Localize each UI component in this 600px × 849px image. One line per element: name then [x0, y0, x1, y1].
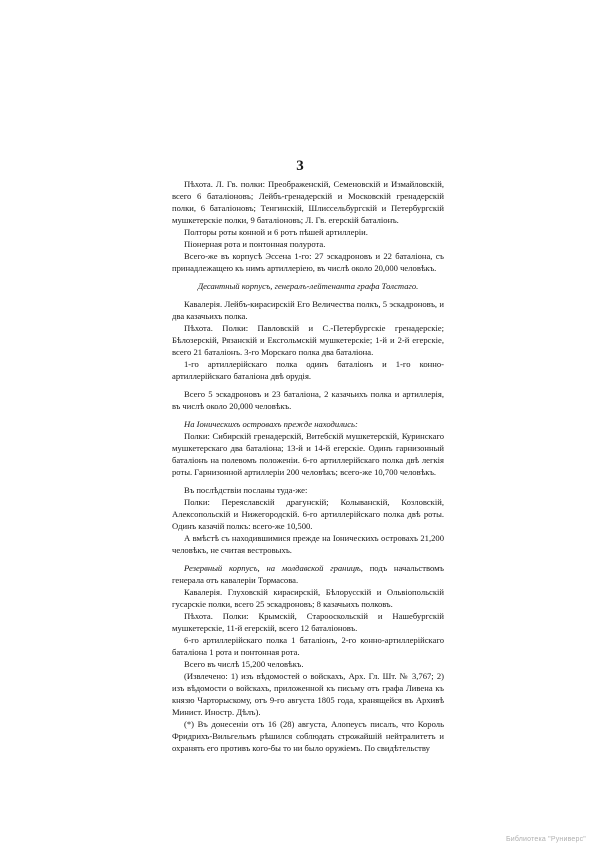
paragraph-footnote: (*) Въ донесеніи отъ 16 (28) августа, Алопеусъ писалъ, что Король Фридрихъ-Вильгельмъ рѣшился соблюдать строжайшій нейтралитетъ и охранять его противъ кого-бы то ни было оружіемъ. По свидѣтельству — [172, 719, 444, 753]
library-watermark: Библиотека "Руниверс" — [505, 836, 586, 843]
paragraph-later-sent: Въ послѣдствіи посланы туда-же: — [184, 485, 308, 495]
heading-reserve-italic: Резервный корпусъ, на молдавской границѣ, — [184, 563, 363, 573]
paragraph-landing-artillery: 1-го артиллерійскаго полка одинъ баталіонъ и 1-го конно-артиллерійскаго баталіона двѣ орудія. — [172, 359, 444, 381]
paragraph-ionian-regiments: Полки: Сибирскій гренадерскій, Витебскій мушкетерскій, Куринскаго мушкетерскаго два баталіона; 13-й и 14-й егерскіе. Одинъ гарнизонный баталіонъ на полевомъ положеніи. 6-го артиллерійскаго полка двѣ легкія роты. Гарнизонной артиллеріи 200 человѣкъ; всего-же 10,700 человѣкъ. — [172, 431, 444, 477]
paragraph-landing-cavalry: Кавалерія. Лейбъ-кирасирскій Его Величества полкъ, 5 эскадроновъ, и два казачьихъ полка. — [172, 299, 444, 321]
paragraph-artillery-companies: Полторы роты конной и 6 ротъ пѣшей артиллеріи. — [184, 227, 368, 237]
paragraph-essen-total: Всего-же въ корпусѣ Эссена 1-го: 27 эскадроновъ и 22 баталіона, съ принадлежащею къ нимъ артиллеріею, въ числѣ около 20,000 человѣкъ. — [172, 251, 444, 273]
heading-reserve-corps — [172, 562, 444, 586]
heading-ionian-islands: На Іоническихъ островахъ прежде находились: — [184, 419, 358, 429]
paragraph-reserve-artillery: 6-го артиллерійскаго полка 1 баталіонъ, 2-го конно-артиллерійскаго баталіона 1 рота и понтонная рота. — [172, 635, 444, 657]
paragraph-later-regiments: Полки: Переяславскій драгунскій; Колыванскій, Козловскій, Алексопольскій и Нижегородскій. 6-го артиллерійскаго полка двѣ роты. Одинъ казачій полкъ: всего-же 10,500. — [172, 497, 444, 531]
heading-reserve-roman: подъ начальствомъ генерала отъ кавалеріи Тормасова. — [172, 563, 444, 585]
paragraph-landing-infantry: Пѣхота. Полки: Павловскій и С.-Петербургскіе гренадерскіе; Бѣлозерскій, Рязанскій и Ексгольмскій мушкетерскіе; 1-й и 2-й егерскіе, всего 21 баталіонъ. 3-го Морскаго полка два баталіона. — [172, 323, 444, 357]
paragraph-reserve-total: Всего въ числѣ 15,200 человѣкъ. — [184, 659, 304, 669]
paragraph-infantry-guards: Пѣхота. Л. Гв. полки: Преображенскій, Семеновскій и Измайловскій, всего 6 баталіоновъ; Лейбъ-гренадерскій и Московскій гренадерскій полки, 6 баталіоновъ; Тенгинскій, Шлиссельбургскій и Петербургскій мушкетерскіе полки, 9 баталіоновъ; Л. Гв. егерскій баталіонъ. — [172, 179, 444, 225]
body-text — [172, 178, 444, 754]
paragraph-ionian-total: А вмѣстѣ съ находившимися прежде на Іоническихъ островахъ 21,200 человѣкъ, не считая вестровыхъ. — [172, 533, 444, 555]
paragraph-source-note: (Извлечено: 1) изъ вѣдомостей о войскахъ, Арх. Гл. Шт. № 3,767; 2) изъ вѣдомости о войскахъ, приложенной къ письму отъ графа Ливена къ князю Чарторыскому, отъ 9-го августа 1805 года, хранящейся въ Архивѣ Минист. Иностр. Дѣлъ). — [172, 671, 444, 717]
paragraph-pioneers: Піонерная рота и понтонная полурота. — [184, 239, 326, 249]
paragraph-reserve-cavalry: Кавалерія. Глуховскій кирасирскій, Бѣлорусскій и Ольвіопольскій гусарскіе полки, всего 25 эскадроновъ; 8 казачьихъ полковъ. — [172, 587, 444, 609]
page-number: 3 — [296, 158, 304, 174]
paragraph-landing-total: Всего 5 эскадроновъ и 23 баталіона, 2 казачьихъ полка и артиллерія, въ числѣ около 20,000 человѣкъ. — [172, 389, 444, 411]
heading-landing-corps: Десантный корпусъ, генералъ-лейтенанта графа Толстаго. — [197, 281, 419, 291]
paragraph-reserve-infantry: Пѣхота. Полки: Крымскій, Старооскольскій и Нашебургскій мушкетерскіе, 11-й егерскій, всего 12 баталіоновъ. — [172, 611, 444, 633]
